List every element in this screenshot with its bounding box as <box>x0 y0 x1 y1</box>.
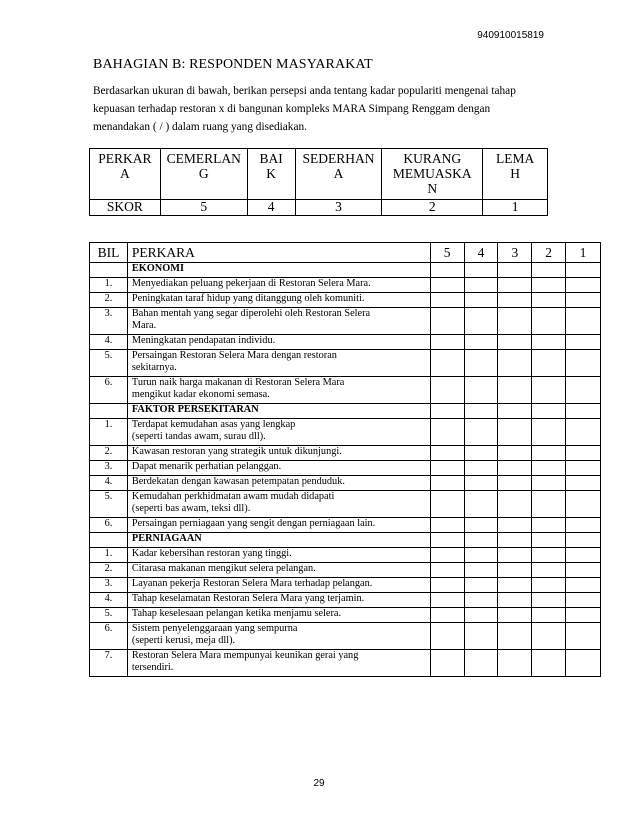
item-row <box>90 476 601 491</box>
rating-cell <box>566 533 601 548</box>
rating-checkbox-cell[interactable] <box>498 593 532 608</box>
rating-checkbox-cell[interactable] <box>566 350 601 377</box>
score-value: 4 <box>247 200 295 216</box>
item-text-line: Tahap keselesaan pelangan ketika menjamu selera. <box>131 608 342 619</box>
survey-header-row <box>90 243 601 263</box>
rating-checkbox-cell[interactable] <box>532 623 566 650</box>
item-row <box>90 293 601 308</box>
column-header-bil: BIL <box>90 243 128 263</box>
rating-checkbox-cell[interactable] <box>498 563 532 578</box>
rating-cell <box>430 263 464 278</box>
item-text-line: Restoran Selera Mara mempunyai keunikan gerai yang <box>131 650 359 661</box>
scale-level-lemah: LEMA H <box>483 149 548 200</box>
rating-checkbox-cell[interactable] <box>498 476 532 491</box>
item-number: 3. <box>90 461 128 476</box>
rating-checkbox-cell[interactable] <box>566 578 601 593</box>
rating-checkbox-cell[interactable] <box>464 491 498 518</box>
item-number: 1. <box>90 278 128 293</box>
rating-cell <box>498 263 532 278</box>
rating-checkbox-cell[interactable] <box>430 563 464 578</box>
rating-checkbox-cell[interactable] <box>532 518 566 533</box>
rating-checkbox-cell[interactable] <box>566 608 601 623</box>
rating-cell <box>498 533 532 548</box>
rating-checkbox-cell[interactable] <box>464 476 498 491</box>
item-text-line: tersendiri. <box>131 662 174 673</box>
item-text <box>127 335 430 350</box>
rating-checkbox-cell[interactable] <box>464 308 498 335</box>
rating-checkbox-cell[interactable] <box>464 650 498 677</box>
item-text-line: Turun naik harga makanan di Restoran Selera Mara <box>131 377 345 388</box>
item-number: 2. <box>90 293 128 308</box>
rating-checkbox-cell[interactable] <box>498 293 532 308</box>
section-title: FAKTOR PERSEKITARAN <box>127 404 430 419</box>
section-row <box>90 263 601 278</box>
rating-checkbox-cell[interactable] <box>566 593 601 608</box>
item-text-line: Layanan pekerja Restoran Selera Mara terhadap pelangan. <box>131 578 373 589</box>
rating-checkbox-cell[interactable] <box>430 446 464 461</box>
item-text <box>127 593 430 608</box>
item-text-line: Persaingan Restoran Selera Mara dengan restoran <box>131 350 337 361</box>
section-row <box>90 404 601 419</box>
rating-checkbox-cell[interactable] <box>498 350 532 377</box>
rating-checkbox-cell[interactable] <box>498 491 532 518</box>
item-text-line: Berdekatan dengan kawasan petempatan penduduk. <box>131 476 345 487</box>
item-text <box>127 650 430 677</box>
item-row <box>90 491 601 518</box>
item-text <box>127 548 430 563</box>
item-text-line: Persaingan perniagaan yang sengit dengan perniagaan lain. <box>131 518 376 529</box>
item-number: 5. <box>90 350 128 377</box>
rating-checkbox-cell[interactable] <box>464 446 498 461</box>
column-header-score: 2 <box>532 243 566 263</box>
item-text-line: Meningkatan pendapatan individu. <box>131 335 276 346</box>
item-text-line: Sistem penyelenggaraan yang sempurna <box>131 623 298 634</box>
rating-checkbox-cell[interactable] <box>566 461 601 476</box>
rating-checkbox-cell[interactable] <box>464 593 498 608</box>
item-text <box>127 446 430 461</box>
rating-checkbox-cell[interactable] <box>430 293 464 308</box>
rating-checkbox-cell[interactable] <box>566 278 601 293</box>
item-row <box>90 350 601 377</box>
rating-checkbox-cell[interactable] <box>464 563 498 578</box>
section-row <box>90 533 601 548</box>
item-number: 5. <box>90 491 128 518</box>
item-text <box>127 278 430 293</box>
rating-cell <box>464 404 498 419</box>
item-number: 2. <box>90 446 128 461</box>
rating-checkbox-cell[interactable] <box>532 350 566 377</box>
rating-checkbox-cell[interactable] <box>566 476 601 491</box>
score-value: 2 <box>382 200 483 216</box>
item-row <box>90 419 601 446</box>
rating-checkbox-cell[interactable] <box>464 608 498 623</box>
rating-checkbox-cell[interactable] <box>532 563 566 578</box>
rating-checkbox-cell[interactable] <box>464 461 498 476</box>
rating-checkbox-cell[interactable] <box>532 335 566 350</box>
rating-checkbox-cell[interactable] <box>566 293 601 308</box>
rating-checkbox-cell[interactable] <box>498 335 532 350</box>
rating-checkbox-cell[interactable] <box>532 548 566 563</box>
rating-checkbox-cell[interactable] <box>430 578 464 593</box>
section-bil-cell <box>90 263 128 278</box>
item-text-line: Peningkatan taraf hidup yang ditanggung oleh komuniti. <box>131 293 365 304</box>
scale-level-sederhana: SEDERHAN A <box>295 149 382 200</box>
item-text-line: Bahan mentah yang segar diperolehi oleh Restoran Selera <box>131 308 371 319</box>
item-number: 5. <box>90 608 128 623</box>
rating-checkbox-cell[interactable] <box>498 623 532 650</box>
item-text <box>127 377 430 404</box>
rating-checkbox-cell[interactable] <box>430 377 464 404</box>
item-row <box>90 548 601 563</box>
item-number: 6. <box>90 377 128 404</box>
rating-checkbox-cell[interactable] <box>566 650 601 677</box>
rating-checkbox-cell[interactable] <box>430 476 464 491</box>
item-number: 4. <box>90 335 128 350</box>
item-text <box>127 476 430 491</box>
item-row <box>90 518 601 533</box>
rating-checkbox-cell[interactable] <box>464 623 498 650</box>
item-text <box>127 491 430 518</box>
rating-checkbox-cell[interactable] <box>498 419 532 446</box>
item-text-line: (seperti kerusi, meja dll). <box>131 635 236 646</box>
item-text <box>127 623 430 650</box>
rating-cell <box>464 533 498 548</box>
scale-level-baik: BAI K <box>247 149 295 200</box>
section-bil-cell <box>90 404 128 419</box>
item-row <box>90 578 601 593</box>
rating-checkbox-cell[interactable] <box>430 623 464 650</box>
scale-level-kurang-memuaskan: KURANG MEMUASKA N <box>382 149 483 200</box>
rating-checkbox-cell[interactable] <box>532 308 566 335</box>
rating-checkbox-cell[interactable] <box>430 335 464 350</box>
column-header-score: 1 <box>566 243 601 263</box>
rating-checkbox-cell[interactable] <box>532 650 566 677</box>
item-text-line: (seperti tandas awam, surau dll). <box>131 431 266 442</box>
item-text-line: Kadar kebersihan restoran yang tinggi. <box>131 548 292 559</box>
item-text-line: Citarasa makanan mengikut selera pelangan. <box>131 563 316 574</box>
column-header-perkara: PERKARA <box>127 243 430 263</box>
item-row <box>90 563 601 578</box>
rating-checkbox-cell[interactable] <box>430 419 464 446</box>
rating-cell <box>532 533 566 548</box>
rating-checkbox-cell[interactable] <box>430 518 464 533</box>
rating-checkbox-cell[interactable] <box>498 578 532 593</box>
rating-cell <box>430 404 464 419</box>
rating-checkbox-cell[interactable] <box>532 377 566 404</box>
score-value: 1 <box>483 200 548 216</box>
item-text <box>127 608 430 623</box>
rating-checkbox-cell[interactable] <box>464 548 498 563</box>
rating-checkbox-cell[interactable] <box>430 491 464 518</box>
rating-checkbox-cell[interactable] <box>498 608 532 623</box>
item-row <box>90 308 601 335</box>
item-text-line: Terdapat kemudahan asas yang lengkap <box>131 419 296 430</box>
rating-cell <box>532 263 566 278</box>
rating-checkbox-cell[interactable] <box>532 461 566 476</box>
item-text-line: Tahap keselamatan Restoran Selera Mara yang terjamin. <box>131 593 365 604</box>
rating-checkbox-cell[interactable] <box>430 593 464 608</box>
rating-checkbox-cell[interactable] <box>498 278 532 293</box>
item-number: 2. <box>90 563 128 578</box>
rating-scale-table <box>89 148 548 216</box>
intro-paragraph: Berdasarkan ukuran di bawah, berikan persepsi anda tentang kadar populariti mengenai tahap kepuasan terhadap restoran x di bangunan kompleks MARA Simpang Renggam dengan menandakan ( / ) dalam ruang yang disediakan. <box>93 85 516 133</box>
rating-checkbox-cell[interactable] <box>566 548 601 563</box>
item-text <box>127 461 430 476</box>
rating-checkbox-cell[interactable] <box>566 491 601 518</box>
section-bil-cell <box>90 533 128 548</box>
score-value: 3 <box>295 200 382 216</box>
item-text-line: mengikut kadar ekonomi semasa. <box>131 389 270 400</box>
rating-checkbox-cell[interactable] <box>566 563 601 578</box>
rating-checkbox-cell[interactable] <box>532 293 566 308</box>
rating-checkbox-cell[interactable] <box>532 476 566 491</box>
item-number: 6. <box>90 623 128 650</box>
rating-checkbox-cell[interactable] <box>498 446 532 461</box>
score-label: SKOR <box>90 200 161 216</box>
item-number: 3. <box>90 578 128 593</box>
item-text <box>127 293 430 308</box>
rating-checkbox-cell[interactable] <box>464 518 498 533</box>
rating-checkbox-cell[interactable] <box>532 278 566 293</box>
item-number: 3. <box>90 308 128 335</box>
item-number: 1. <box>90 548 128 563</box>
rating-checkbox-cell[interactable] <box>464 377 498 404</box>
item-text-line: Kawasan restoran yang strategik untuk dikunjungi. <box>131 446 342 457</box>
rating-cell <box>430 533 464 548</box>
rating-checkbox-cell[interactable] <box>498 518 532 533</box>
rating-checkbox-cell[interactable] <box>464 578 498 593</box>
item-row <box>90 335 601 350</box>
rating-checkbox-cell[interactable] <box>566 377 601 404</box>
item-row <box>90 608 601 623</box>
rating-checkbox-cell[interactable] <box>498 308 532 335</box>
item-row <box>90 623 601 650</box>
rating-checkbox-cell[interactable] <box>464 419 498 446</box>
rating-checkbox-cell[interactable] <box>566 419 601 446</box>
item-text <box>127 419 430 446</box>
column-header-score: 4 <box>464 243 498 263</box>
item-text-line: sekitarnya. <box>131 362 177 373</box>
rating-checkbox-cell[interactable] <box>532 491 566 518</box>
item-number: 6. <box>90 518 128 533</box>
item-row <box>90 593 601 608</box>
score-value: 5 <box>160 200 247 216</box>
item-text-line: Kemudahan perkhidmatan awam mudah didapati <box>131 491 335 502</box>
item-text <box>127 578 430 593</box>
item-text-line: Menyediakan peluang pekerjaan di Restoran Selera Mara. <box>131 278 371 289</box>
rating-cell <box>498 404 532 419</box>
item-number: 7. <box>90 650 128 677</box>
item-text <box>127 518 430 533</box>
rating-checkbox-cell[interactable] <box>498 377 532 404</box>
item-row <box>90 377 601 404</box>
rating-checkbox-cell[interactable] <box>498 548 532 563</box>
section-title: PERNIAGAAN <box>127 533 430 548</box>
scale-level-cemerlang: CEMERLAN G <box>160 149 247 200</box>
rating-checkbox-cell[interactable] <box>498 650 532 677</box>
rating-cell <box>532 404 566 419</box>
rating-checkbox-cell[interactable] <box>532 419 566 446</box>
rating-checkbox-cell[interactable] <box>566 518 601 533</box>
rating-cell <box>464 263 498 278</box>
item-row <box>90 278 601 293</box>
rating-checkbox-cell[interactable] <box>464 335 498 350</box>
section-title: EKONOMI <box>127 263 430 278</box>
rating-checkbox-cell[interactable] <box>532 578 566 593</box>
survey-table-body <box>90 243 601 677</box>
rating-checkbox-cell[interactable] <box>464 278 498 293</box>
rating-checkbox-cell[interactable] <box>430 278 464 293</box>
item-text <box>127 308 430 335</box>
rating-checkbox-cell[interactable] <box>430 350 464 377</box>
item-number: 4. <box>90 476 128 491</box>
item-text-line: Mara. <box>131 320 157 331</box>
document-id: 940910015819 <box>477 30 544 41</box>
column-header-score: 3 <box>498 243 532 263</box>
rating-checkbox-cell[interactable] <box>566 446 601 461</box>
item-row <box>90 461 601 476</box>
rating-checkbox-cell[interactable] <box>532 608 566 623</box>
item-number: 4. <box>90 593 128 608</box>
rating-checkbox-cell[interactable] <box>532 593 566 608</box>
item-row <box>90 650 601 677</box>
item-text-line: Dapat menarik perhatian pelanggan. <box>131 461 282 472</box>
rating-checkbox-cell[interactable] <box>430 548 464 563</box>
column-header-score: 5 <box>430 243 464 263</box>
section-heading: BAHAGIAN B: RESPONDEN MASYARAKAT <box>93 57 373 72</box>
rating-checkbox-cell[interactable] <box>430 650 464 677</box>
rating-cell <box>566 263 601 278</box>
item-row <box>90 446 601 461</box>
scale-row-label: PERKAR A <box>90 149 161 200</box>
rating-checkbox-cell[interactable] <box>430 608 464 623</box>
item-text-line: (seperti bas awam, teksi dll). <box>131 503 251 514</box>
rating-checkbox-cell[interactable] <box>498 461 532 476</box>
survey-table <box>89 242 601 677</box>
item-number: 1. <box>90 419 128 446</box>
rating-checkbox-cell[interactable] <box>566 335 601 350</box>
rating-checkbox-cell[interactable] <box>464 293 498 308</box>
rating-checkbox-cell[interactable] <box>566 623 601 650</box>
rating-checkbox-cell[interactable] <box>566 308 601 335</box>
rating-checkbox-cell[interactable] <box>430 461 464 476</box>
rating-cell <box>566 404 601 419</box>
rating-checkbox-cell[interactable] <box>532 446 566 461</box>
page-number: 29 <box>313 778 325 789</box>
item-text <box>127 563 430 578</box>
rating-checkbox-cell[interactable] <box>430 308 464 335</box>
item-text <box>127 350 430 377</box>
rating-checkbox-cell[interactable] <box>464 350 498 377</box>
